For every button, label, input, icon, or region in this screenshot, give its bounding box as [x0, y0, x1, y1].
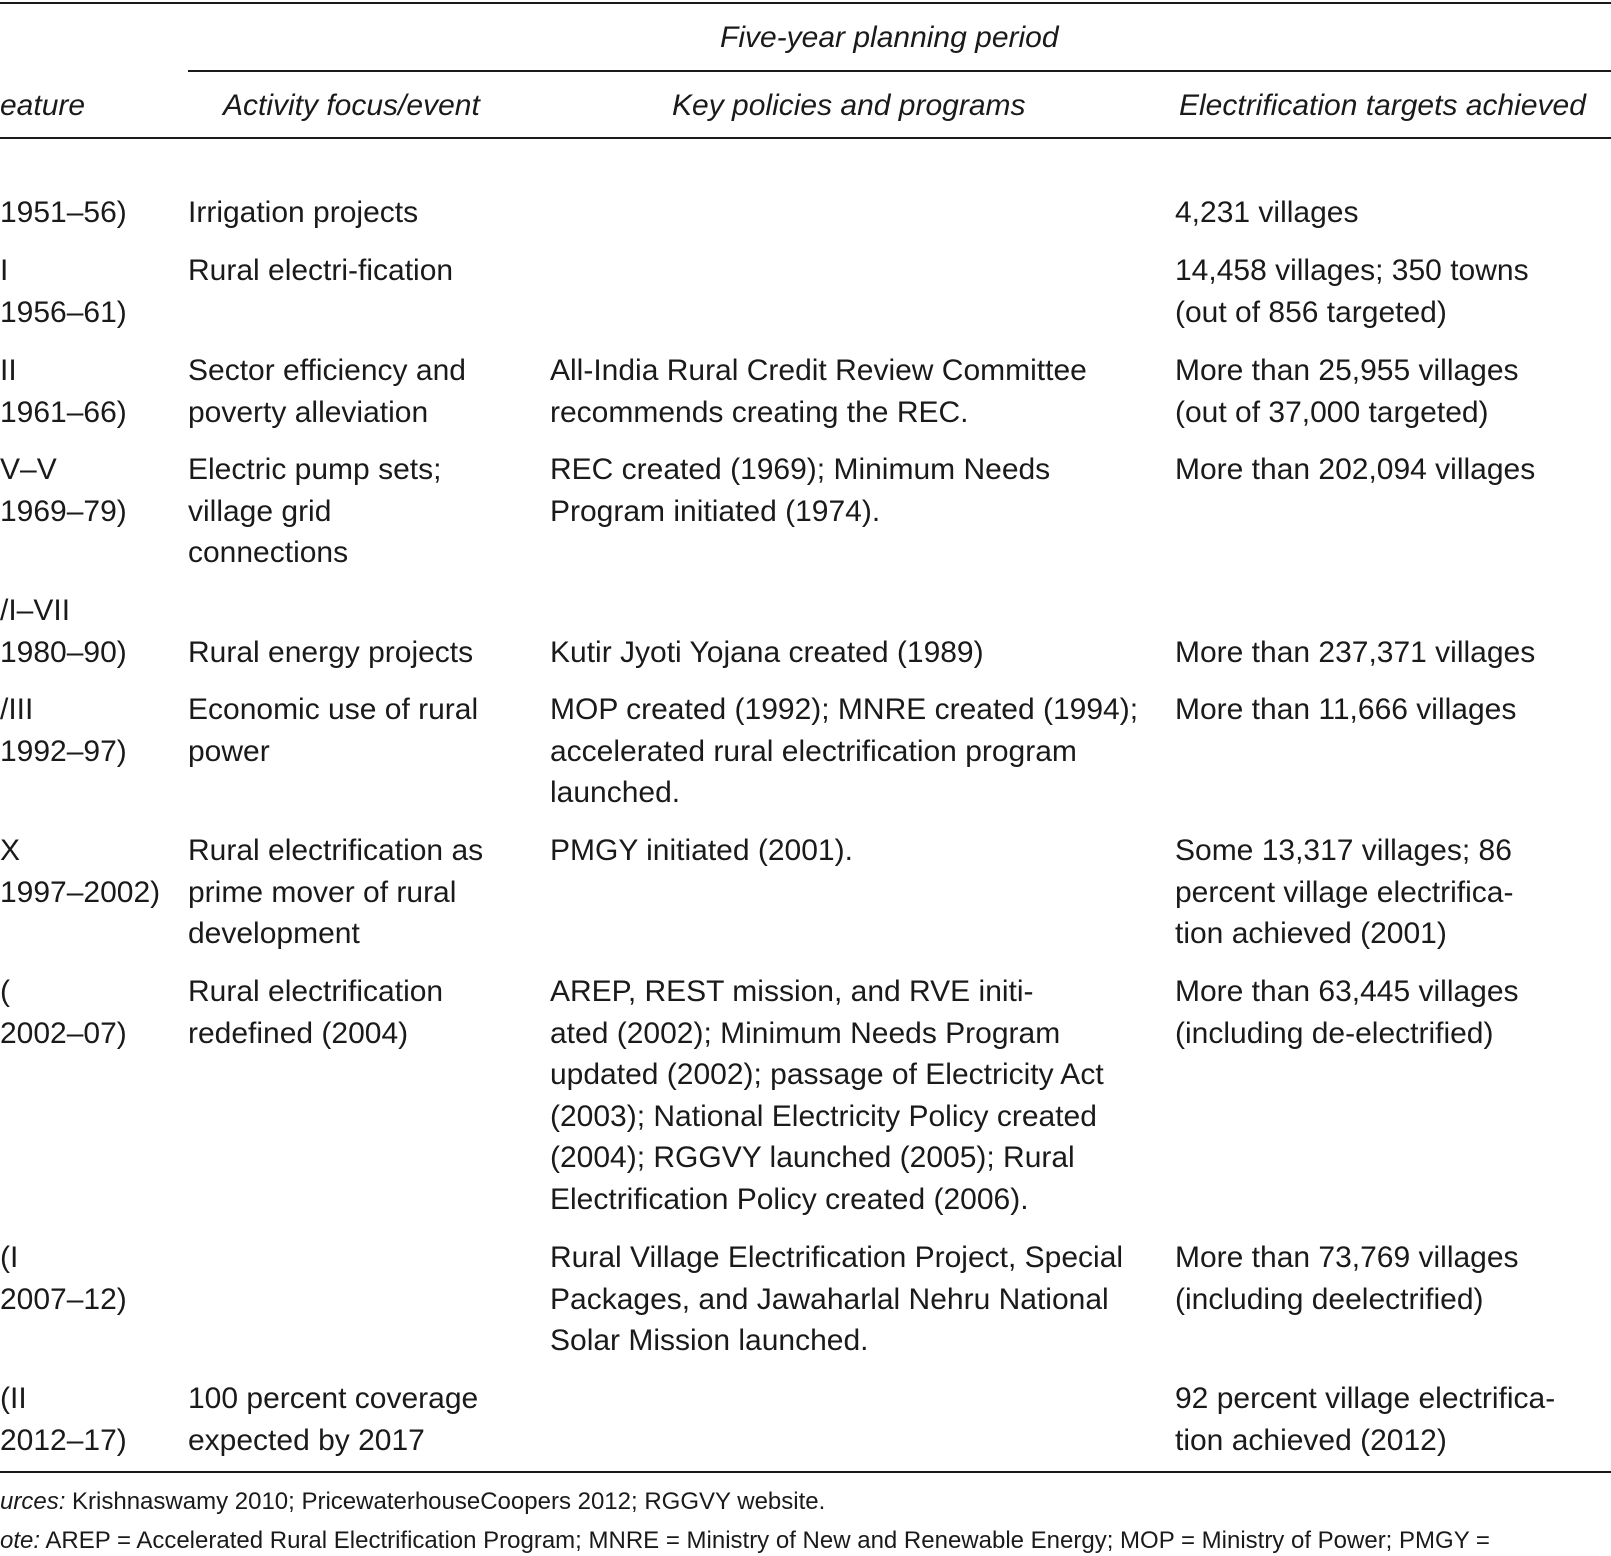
- note-label: ote:: [0, 1527, 41, 1554]
- cell-policies: MOP created (1992); MNRE created (1994); accelerated rural electrification program launched.: [550, 693, 1139, 809]
- cell-targets: More than 237,371 villages: [1175, 635, 1536, 669]
- cell-targets: More than 25,955 villages (out of 37,000 targeted): [1175, 354, 1519, 429]
- cell-policies: REC created (1969); Minimum Needs Program initiated (1974).: [550, 453, 1051, 528]
- cell-feature: V–V 1969–79): [0, 453, 127, 528]
- cell-feature: (II 2012–17): [0, 1382, 127, 1457]
- column-header-feature: eature: [0, 89, 86, 122]
- cell-activity: Sector efficiency and poverty alleviation: [188, 354, 466, 429]
- column-header-policies: Key policies and programs: [672, 89, 1026, 122]
- sources-text: Krishnaswamy 2010; PricewaterhouseCoopers 2012; RGGVY website.: [65, 1488, 826, 1515]
- cell-activity: Electric pump sets; village grid connections: [188, 453, 442, 569]
- column-header-targets: Electrification targets achieved: [1179, 89, 1586, 122]
- cell-targets: More than 11,666 villages: [1175, 693, 1517, 726]
- cell-activity: Rural energy projects: [188, 635, 474, 669]
- cell-feature: /I–VII 1980–90): [0, 594, 127, 669]
- top-rule: [0, 2, 1611, 4]
- sources-note: [0, 1487, 825, 1517]
- cell-feature: I 1956–61): [0, 254, 127, 329]
- cell-policies: Rural Village Electrification Project, Special Packages, and Jawaharlal Nehru National Solar Mission launched.: [550, 1241, 1124, 1357]
- bottom-rule: [0, 1471, 1611, 1473]
- note-text: AREP = Accelerated Rural Electrification Program; MNRE = Ministry of New and Renewable Energy; MOP = Ministry of Power; PMGY =: [40, 1527, 1490, 1554]
- cell-targets: 92 percent village electrifica- tion achieved (2012): [1175, 1382, 1556, 1457]
- cell-targets: More than 63,445 villages (including de-electrified): [1175, 975, 1519, 1050]
- header-rule: [0, 137, 1611, 139]
- cell-targets: 14,458 villages; 350 towns (out of 856 targeted): [1175, 254, 1529, 329]
- cell-activity: Rural electrification redefined (2004): [188, 975, 444, 1050]
- cell-targets: More than 202,094 villages: [1175, 453, 1536, 486]
- cell-targets: 4,231 villages: [1175, 196, 1359, 229]
- cell-activity: Economic use of rural power: [188, 693, 479, 768]
- cell-feature: (I 2007–12): [0, 1241, 127, 1316]
- cell-policies: All-India Rural Credit Review Committee recommends creating the REC.: [550, 354, 1087, 429]
- sources-label: urces:: [0, 1488, 66, 1515]
- cell-targets: More than 73,769 villages (including deelectrified): [1175, 1241, 1519, 1316]
- cell-activity: Rural electrification as prime mover of rural development: [188, 834, 484, 950]
- cell-feature: 1951–56): [0, 196, 127, 229]
- column-header-activity: Activity focus/event: [223, 89, 480, 122]
- cell-activity: Rural electri-fication: [188, 254, 454, 287]
- group-title: Five-year planning period: [720, 21, 1059, 54]
- cell-activity: 100 percent coverage expected by 2017: [188, 1382, 479, 1457]
- cell-activity: Irrigation projects: [188, 196, 419, 229]
- cell-policies: AREP, REST mission, and RVE initi- ated (2002); Minimum Needs Program updated (2002); passage of Electricity Act (2003); National Electricity Policy created (2004); RGGVY launched (2005); Rural Electrification Policy created (2006).: [550, 975, 1104, 1216]
- cell-feature: ( 2002–07): [0, 975, 127, 1050]
- cell-policies: PMGY initiated (2001).: [550, 834, 853, 867]
- cell-feature: II 1961–66): [0, 354, 127, 429]
- abbreviation-note: [0, 1526, 1490, 1556]
- cell-feature: X 1997–2002): [0, 834, 161, 909]
- cell-feature: /III 1992–97): [0, 693, 127, 768]
- cell-policies: Kutir Jyoti Yojana created (1989): [550, 635, 984, 669]
- group-rule: [188, 70, 1611, 72]
- cell-targets: Some 13,317 villages; 86 percent village electrifica- tion achieved (2001): [1175, 834, 1514, 950]
